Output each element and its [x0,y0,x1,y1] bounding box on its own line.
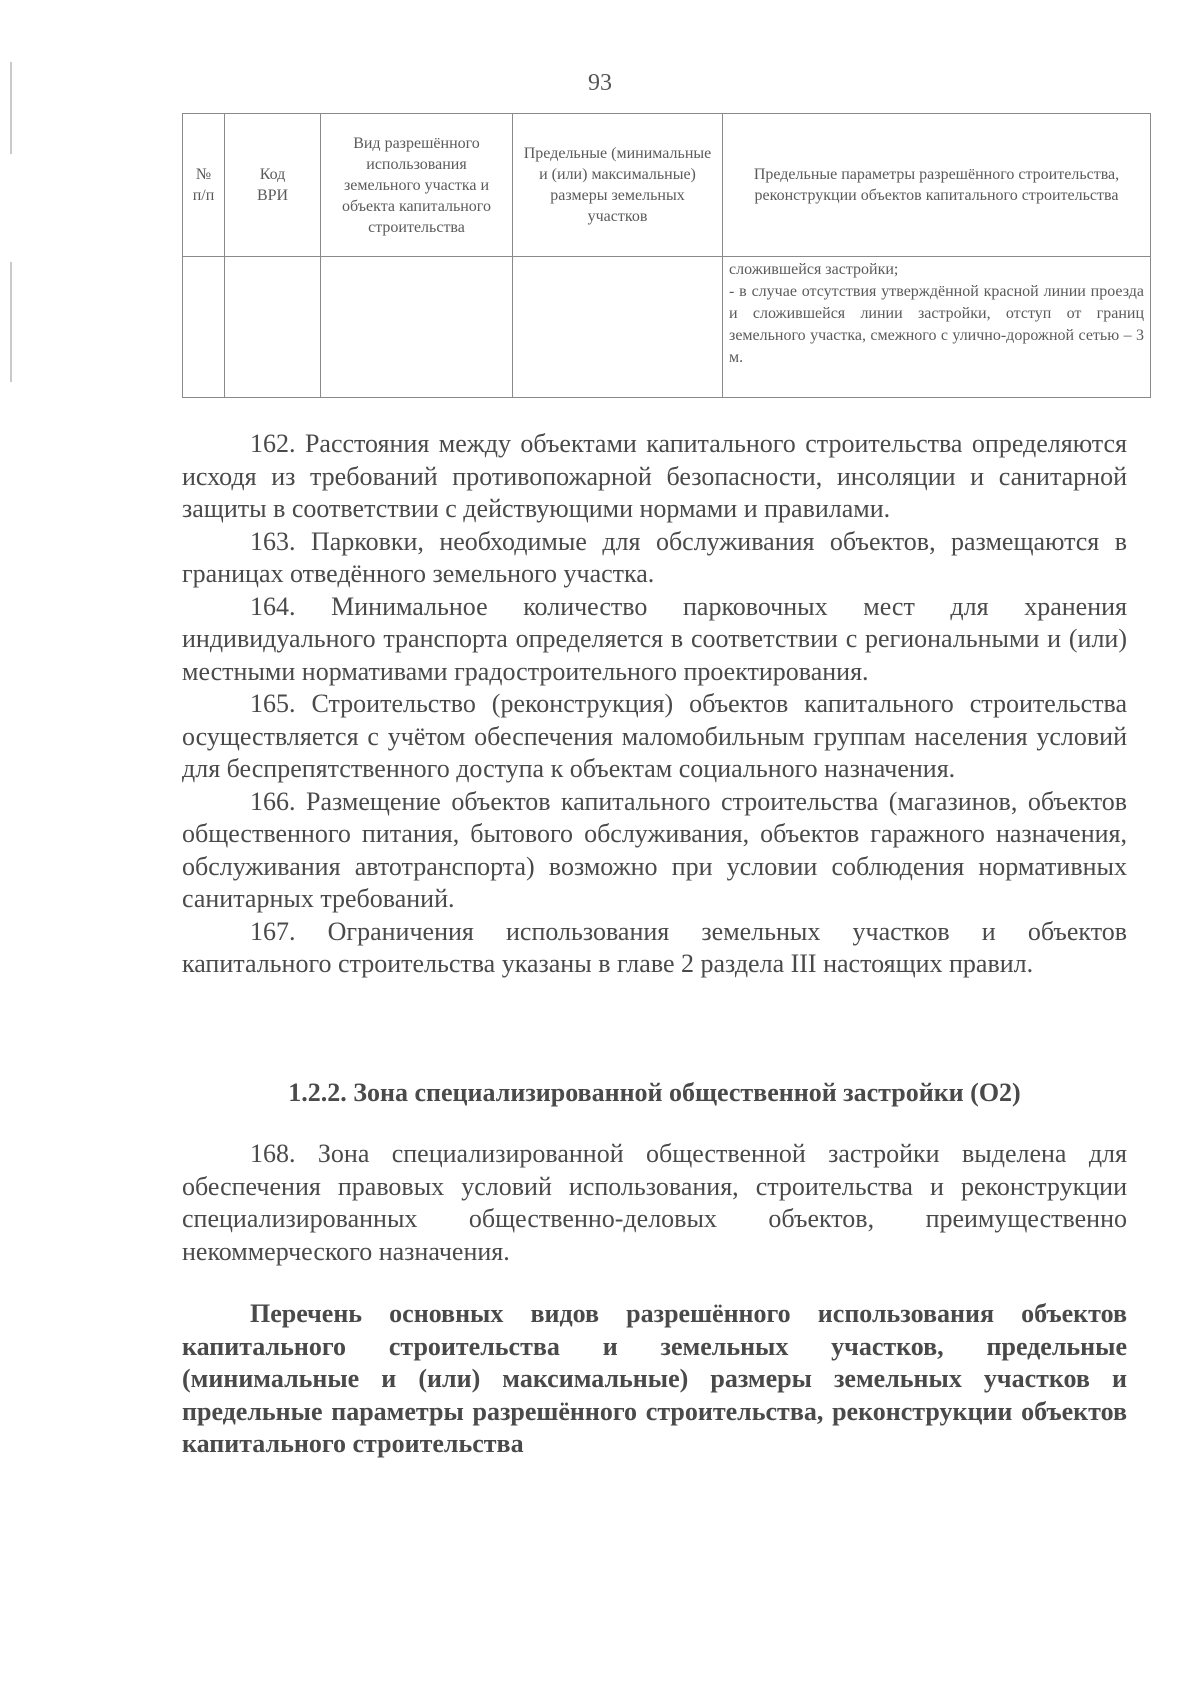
table-row [183,257,1151,398]
section-heading: 1.2.2. Зона специализированной общественной застройки (О2) [288,1078,1021,1107]
header-number: № п/п [183,114,225,257]
paragraph-164: 164. Минимальное количество парковочных мест для хранения индивидуального транспорта определяется в соответствии с региональными и (или) местными нормативами градостроительного проектирования. [182,591,1127,686]
paragraph-166: 166. Размещение объектов капитального строительства (магазинов, объектов общественного питания, бытового обслуживания, объектов гаражного назначения, обслуживания автотранспорта) возможно при условии соблюдения нормативных санитарных требований. [182,786,1127,913]
numbered-paragraphs [182,428,1127,981]
page-number: 93 [588,70,612,96]
parameters-table [182,113,1151,398]
cell-code [225,257,321,398]
cell-number [183,257,225,398]
cell-use-type [321,257,513,398]
paragraph-163: 163. Парковки, необходимые для обслуживания объектов, размещаются в границах отведённого земельного участка. [182,526,1127,588]
paragraph-168-block [182,1138,1127,1268]
header-code: Код ВРИ [225,114,321,257]
list-heading: Перечень основных видов разрешённого использования объектов капитального строительства и земельных участков, предельные (минимальные и (или) максимальные) размеры земельных участков и предельные параметры разрешённого строительства, реконструкции объектов капитального строительства [182,1299,1127,1458]
header-construction-params: Предельные параметры разрешённого строительства, реконструкции объектов капитального строительства [723,114,1151,257]
header-use-type: Вид разрешённого использования земельного участка и объекта капитального строительства [321,114,513,257]
header-plot-size: Предельные (минимальные и (или) максимальные) размеры земельных участков [513,114,723,257]
paragraph-168: 168. Зона специализированной общественной застройки выделена для обеспечения правовых условий использования, строительства и реконструкции специализированных общественно-деловых объектов, преимущественно некоммерческого назначения. [182,1139,1127,1266]
scan-margin-line [10,262,12,382]
cell-construction-params: сложившейся застройки; - в случае отсутствия утверждённой красной линии проезда и сложившейся линии застройки, отступ от границ земельного участка, смежного с улично-дорожной сетью – 3 м. [723,257,1151,398]
paragraph-165: 165. Строительство (реконструкция) объектов капитального строительства осуществляется с учётом обеспечения маломобильным группам населения условий для беспрепятственного доступа к объектам социального назначения. [182,689,1127,783]
cell-plot-size [513,257,723,398]
table-header-row [183,114,1151,257]
paragraph-167: 167. Ограничения использования земельных участков и объектов капитального строительства указаны в главе 2 раздела III настоящих правил. [182,916,1127,978]
paragraph-162: 162. Расстояния между объектами капитального строительства определяются исходя из требований противопожарной безопасности, инсоляции и санитарной защиты в соответствии с действующими нормами и правилами. [182,429,1127,523]
